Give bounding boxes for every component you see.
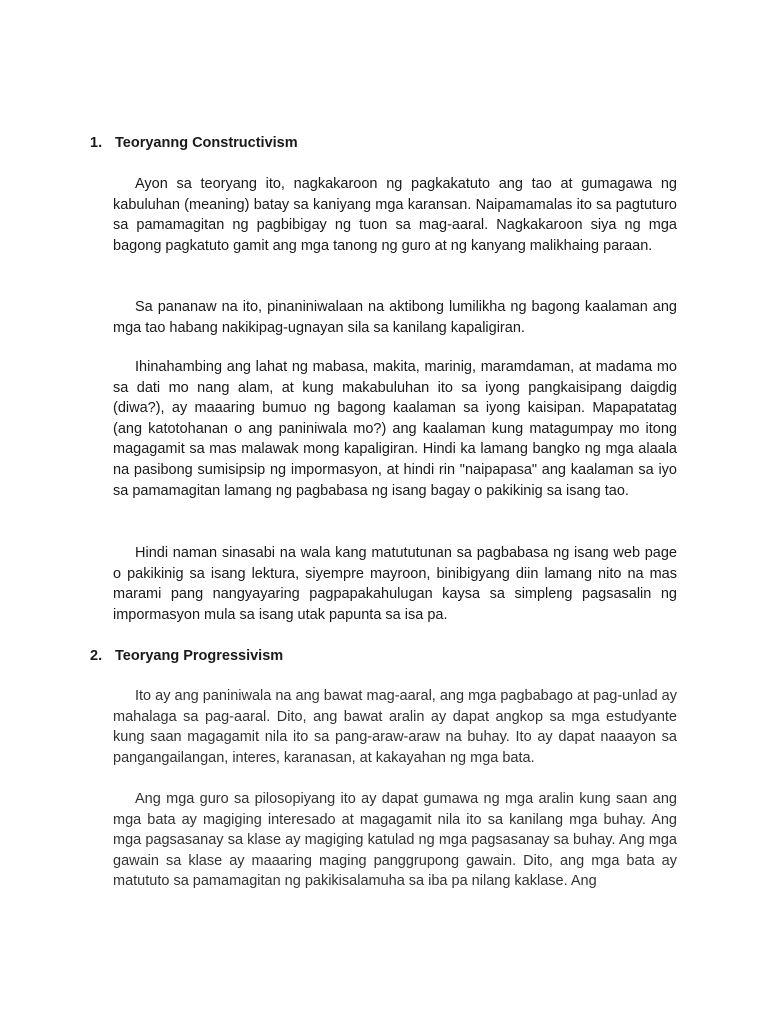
section-number: 2. (90, 648, 103, 664)
paragraph: Ang mga guro sa pilosopiyang ito ay dapat gumawa ng mga aralin kung saan ang mga bata ay magiging interesado at magagamit nila ito sa kanilang mga buhay. Ang mga pagsasanay sa klase ay magiging katulad ng mga pagsasanay sa buhay. Ang mga gawain sa klase ay maaaring maging panggrupong gawain. Dito, ang mga bata ay matututo sa pamamagitan ng pakikisalamuha sa iba pa nilang kaklase. Ang (113, 791, 677, 890)
section-title: Teoryanng Constructivism (115, 135, 298, 151)
section-number: 1. (90, 135, 103, 151)
paragraph: Sa pananaw na ito, pinaniniwalaan na aktibong lumilikha ng bagong kaalaman ang mga tao habang nakikipag-ugnayan sila sa kanilang kapaligiran. (113, 299, 677, 336)
section-heading (90, 646, 283, 666)
paragraph: Ito ay ang paniniwala na ang bawat mag-aaral, ang mga pagbabago at pag-unlad ay mahalaga sa pag-aaral. Dito, ang bawat aralin ay dapat angkop sa mga estudyante kung saan magagamit nila ito sa pang-araw-araw na buhay. Ito ay dapat naaayon sa pangangailangan, interes, karanasan, at kakayahan ng mga bata. (113, 688, 677, 766)
paragraph: Ihinahambing ang lahat ng mabasa, makita, marinig, maramdaman, at madama mo sa dati mo nang alam, at kung makabuluhan ito sa iyong pangkaisipang daigdig (diwa?), ay maaaring bumuo ng bagong kaalaman sa iyong kaisipan. Mapapatatag (ang katotohanan o ang paniniwala mo?) ang kaalaman kung matagumpay mo itong magagamit sa mas malawak mong kapaligiran. Hindi ka lamang bangko ng mga alaala na pasibong sumisipsip ng impormasyon, at hindi rin "naipapasa" ang kaalaman sa iyo sa pamamagitan lamang ng pagbabasa ng isang bagay o pakikinig sa isang tao. (113, 359, 677, 499)
paragraph: Ayon sa teoryang ito, nagkakaroon ng pagkakatuto ang tao at gumagawa ng kabuluhan (meaning) batay sa kaniyang mga karansan. Naipamamalas ito sa pagtuturo sa pamamagitan ng pagbibigay ng tuon sa mag-aaral. Nagkakaroon siya ng mga bagong pagkatuto gamit ang mga tanong ng guro at ng kanyang malikhaing paraan. (113, 176, 677, 254)
paragraph: Hindi naman sinasabi na wala kang matututunan sa pagbabasa ng isang web page o pakikinig sa isang lektura, siyempre mayroon, binibigyang diin lamang nito na mas marami pang nangyayaring pagpapakahulugan kaysa sa simpleng pagsasalin ng impormasyon mula sa isang utak papunta sa isa pa. (113, 545, 677, 623)
section-title: Teoryang Progressivism (115, 648, 284, 664)
section-heading (90, 133, 298, 153)
